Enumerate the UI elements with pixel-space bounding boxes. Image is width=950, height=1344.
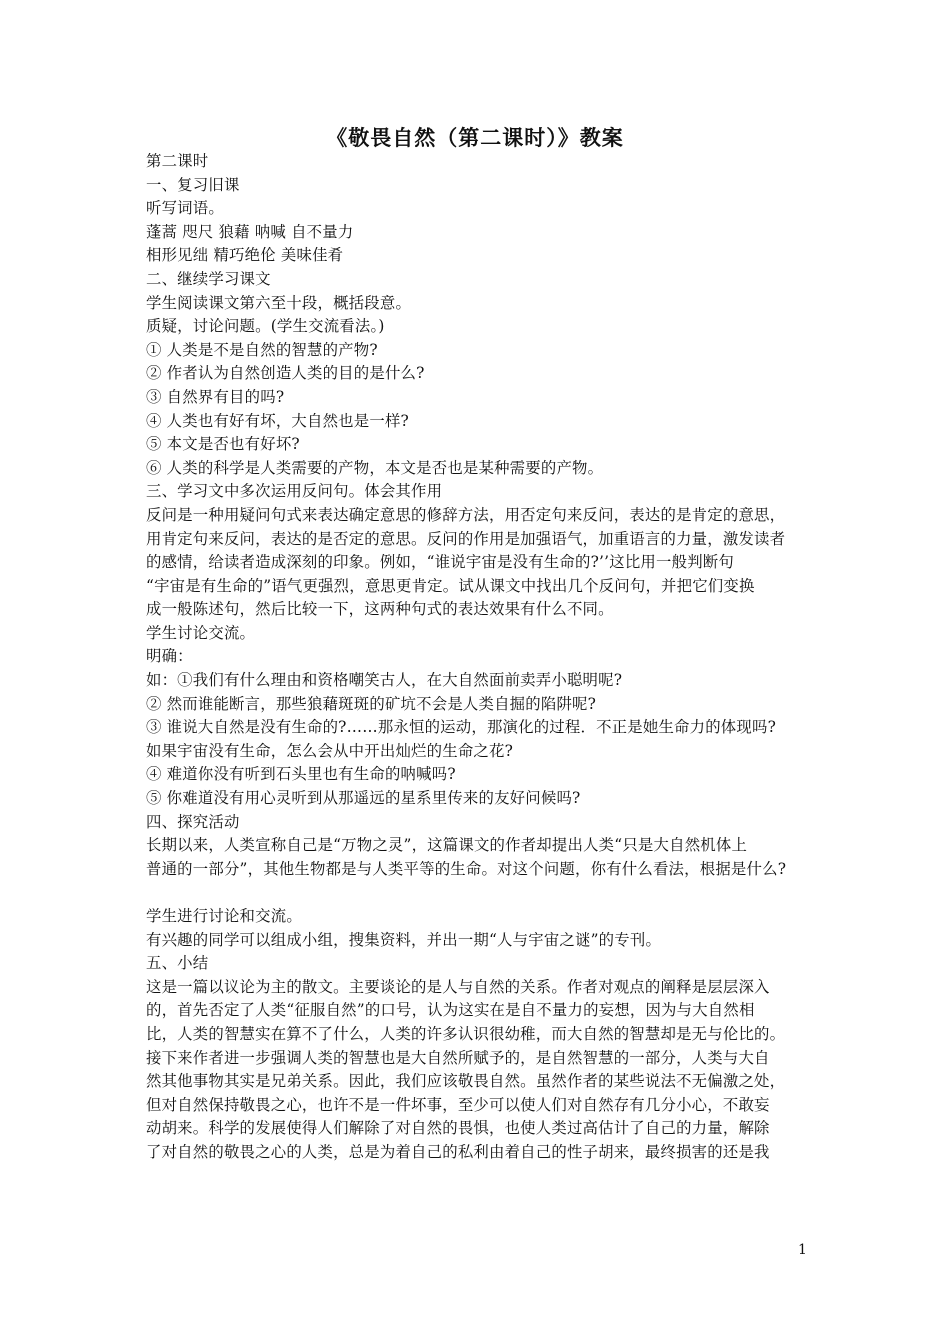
text-line: 第二课时 bbox=[146, 152, 209, 170]
text-line: 长期以来，人类宣称自己是“万物之灵”，这篇课文的作者却提出人类“只是大自然机体上 bbox=[146, 836, 748, 855]
text-line: 四、探究活动 bbox=[146, 812, 240, 831]
text-line: 成一般陈述句，然后比较一下，这两种句式的表达效果有什么不同。 bbox=[146, 600, 614, 619]
document-title: 《敬畏自然（第二课时）》教案 bbox=[326, 125, 624, 150]
text-line: ④ 人类也有好有坏，大自然也是一样? bbox=[146, 411, 409, 430]
text-line: 这是一篇以议论为主的散文。主要谈论的是人与自然的关系。作者对观点的阐释是层层深入 bbox=[146, 977, 770, 996]
text-line: ④ 难道你没有听到石头里也有生命的呐喊吗? bbox=[146, 765, 456, 784]
text-line: 明确： bbox=[146, 647, 193, 666]
text-line: 用肯定句来反问，表达的是否定的意思。反问的作用是加强语气，加重语言的力量，激发读者 bbox=[146, 529, 786, 548]
text-line: 有兴趣的同学可以组成小组，搜集资料，并出一期“人与宇宙之谜”的专刊。 bbox=[146, 930, 662, 949]
text-line: 学生阅读课文第六至十段，概括段意。 bbox=[146, 293, 412, 312]
text-line: 听写词语。 bbox=[146, 199, 224, 218]
text-line: 二、继续学习课文 bbox=[146, 269, 271, 288]
text-line: 学生讨论交流。 bbox=[146, 623, 256, 642]
page-number: 1 bbox=[798, 1242, 807, 1258]
text-line: 比，人类的智慧实在算不了什么，人类的许多认识很幼稚，而大自然的智慧却是无与伦比的。 bbox=[146, 1024, 786, 1043]
text-line: 相形见绌 精巧绝伦 美味佳肴 bbox=[146, 246, 344, 265]
text-line: 的，首先否定了人类“征服自然”的口号，认为这实在是自不量力的妄想，因为与大自然相 bbox=[146, 1001, 755, 1020]
text-line: 五、小结 bbox=[146, 954, 209, 973]
text-line: 普通的一部分”，其他生物都是与人类平等的生命。对这个问题，你有什么看法，根据是什么? bbox=[146, 859, 787, 878]
text-line: ⑥ 人类的科学是人类需要的产物，本文是否也是某种需要的产物。 bbox=[146, 458, 604, 477]
text-line: 蓬蒿 咫尺 狼藉 呐喊 自不量力 bbox=[146, 222, 354, 241]
document-body bbox=[146, 150, 814, 1165]
text-line: ① 人类是不是自然的智慧的产物? bbox=[146, 340, 378, 359]
text-line: 三、学习文中多次运用反问句。体会其作用 bbox=[146, 482, 443, 501]
text-line: 了对自然的敬畏之心的人类，总是为着自己的私利由着自己的性子胡来，最终损害的还是我 bbox=[146, 1142, 770, 1161]
text-line: ② 然而谁能断言，那些狼藉斑斑的矿坑不会是人类自掘的陷阱呢? bbox=[146, 694, 597, 713]
text-line: 一、复习旧课 bbox=[146, 175, 240, 194]
text-line: ③ 谁说大自然是没有生命的?……那永恒的运动，那演化的过程．不正是她生命力的体现吗? bbox=[146, 718, 777, 737]
text-line: ③ 自然界有目的吗? bbox=[146, 387, 285, 406]
text-line: ⑤ 本文是否也有好坏? bbox=[146, 435, 300, 454]
text-line: “宇宙是有生命的”语气更强烈，意思更肯定。试从课文中找出几个反问句，并把它们变换 bbox=[146, 576, 755, 595]
text-line: 接下来作者进一步强调人类的智慧也是大自然所赋予的，是自然智慧的一部分，人类与大自 bbox=[146, 1048, 770, 1067]
text-line: 的感情，给读者造成深刻的印象。例如，“谁说宇宙是没有生命的?’’这比用一般判断句 bbox=[146, 553, 734, 572]
text-line: 质疑，讨论问题。(学生交流看法。) bbox=[146, 317, 385, 336]
blank-line bbox=[146, 881, 814, 905]
text-line: 动胡来。科学的发展使得人们解除了对自然的畏惧，也使人类过高估计了自己的力量，解除 bbox=[146, 1119, 770, 1138]
text-line: 反问是一种用疑问句式来表达确定意思的修辞方法，用否定句来反问，表达的是肯定的意思， bbox=[146, 505, 786, 524]
text-line: 如果宇宙没有生命，怎么会从中开出灿烂的生命之花? bbox=[146, 741, 514, 760]
text-line: 学生进行讨论和交流。 bbox=[146, 907, 302, 925]
text-line: ⑤ 你难道没有用心灵听到从那遥远的星系里传来的友好问候吗? bbox=[146, 789, 581, 808]
text-line: 如：①我们有什么理由和资格嘲笑古人，在大自然面前卖弄小聪明呢? bbox=[146, 671, 623, 690]
text-line: 然其他事物其实是兄弟关系。因此，我们应该敬畏自然。虽然作者的某些说法不无偏激之处， bbox=[146, 1072, 786, 1091]
text-line: ② 作者认为自然创造人类的目的是什么? bbox=[146, 364, 425, 383]
text-line: 但对自然保持敬畏之心，也许不是一件坏事，至少可以使人们对自然存有几分小心，不敢妄 bbox=[146, 1095, 770, 1114]
